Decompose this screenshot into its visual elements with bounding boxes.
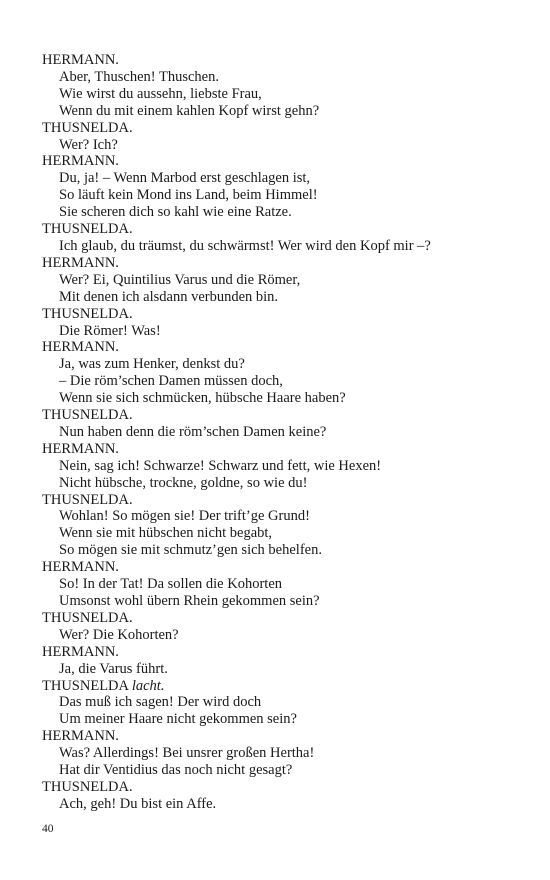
speaker-label: THUSNELDA <box>42 677 129 694</box>
verse-text: Ja, was zum Henker, denkst du? <box>59 356 245 373</box>
verse-line <box>42 694 522 711</box>
verse-text: Wenn sie sich schmücken, hübsche Haare haben? <box>59 390 346 407</box>
verse-line <box>42 762 522 779</box>
verse-text: Um meiner Haare nicht gekommen sein? <box>59 711 297 728</box>
verse-line <box>42 272 522 289</box>
verse-text: Was? Allerdings! Bei unsrer großen Hertha! <box>59 745 315 762</box>
speaker-label: THUSNELDA. <box>42 491 133 508</box>
verse-line <box>42 187 522 204</box>
verse-line <box>42 373 522 390</box>
verse-text: Wenn du mit einem kahlen Kopf wirst gehn? <box>59 102 320 119</box>
speaker-name <box>42 255 522 272</box>
verse-line <box>42 627 522 644</box>
verse-text: Umsonst wohl übern Rhein gekommen sein? <box>59 593 320 609</box>
verse-line <box>42 137 522 154</box>
verse-line <box>42 745 522 762</box>
verse-text: So mögen sie mit schmutz’gen sich behelfen. <box>59 542 322 559</box>
speaker-name <box>42 339 522 356</box>
speaker-label: HERMANN. <box>42 153 119 170</box>
verse-text: Die Römer! Was! <box>59 322 161 339</box>
speaker-name <box>42 407 522 424</box>
speaker-label: THUSNELDA. <box>42 119 133 136</box>
speaker-label: THUSNELDA. <box>42 305 133 322</box>
verse-line <box>42 238 522 255</box>
speaker-name <box>42 306 522 323</box>
verse-line <box>42 661 522 678</box>
speaker-name <box>42 153 522 170</box>
speaker-label: HERMANN. <box>42 559 119 576</box>
verse-text: Wohlan! So mögen sie! Der trift’ge Grund! <box>59 508 310 525</box>
verse-text: Wer? Die Kohorten? <box>59 626 179 643</box>
speaker-label: HERMANN. <box>42 254 119 271</box>
speaker-label: HERMANN. <box>42 52 119 68</box>
verse-text: Hat dir Ventidius das noch nicht gesagt? <box>59 762 293 779</box>
verse-line <box>42 424 522 441</box>
speaker-name <box>42 120 522 137</box>
verse-text: Das muß ich sagen! Der wird doch <box>59 694 262 711</box>
speaker-label: THUSNELDA. <box>42 609 133 626</box>
verse-line <box>42 475 522 492</box>
speaker-label: THUSNELDA. <box>42 221 133 238</box>
speaker-name <box>42 559 522 576</box>
verse-text: Wer? Ich? <box>59 136 118 153</box>
speaker-name <box>42 221 522 238</box>
verse-text: Ja, die Varus führt. <box>59 660 168 677</box>
verse-line <box>42 390 522 407</box>
verse-line <box>42 170 522 187</box>
verse-line <box>42 356 522 373</box>
verse-text: Du, ja! – Wenn Marbod erst geschlagen ist, <box>59 170 311 187</box>
verse-text: Wer? Ei, Quintilius Varus und die Römer, <box>59 271 301 288</box>
verse-line <box>42 103 522 120</box>
verse-text: Nun haben denn die röm’schen Damen keine? <box>59 423 327 440</box>
verse-line <box>42 525 522 542</box>
speaker-label: HERMANN. <box>42 440 119 457</box>
speaker-name <box>42 610 522 627</box>
speaker-name <box>42 678 522 695</box>
verse-line <box>42 542 522 559</box>
verse-text: So! In der Tat! Da sollen die Kohorten <box>59 576 283 593</box>
verse-line <box>42 86 522 103</box>
verse-text: Nicht hübsche, trockne, goldne, so wie du! <box>59 474 308 491</box>
verse-text: – Die röm’schen Damen müssen doch, <box>59 373 283 390</box>
page-number: 40 <box>42 823 54 835</box>
speaker-name <box>42 52 522 69</box>
speaker-name <box>42 441 522 458</box>
verse-line <box>42 458 522 475</box>
verse-text: Ach, geh! Du bist ein Affe. <box>59 795 217 812</box>
verse-text: Ich glaub, du träumst, du schwärmst! Wer wird den Kopf mir –? <box>59 237 431 254</box>
verse-line <box>42 204 522 221</box>
verse-text: Mit denen ich alsdann verbunden bin. <box>59 288 279 305</box>
speaker-name <box>42 728 522 745</box>
verse-text: Wenn sie mit hübschen nicht begabt, <box>59 525 273 542</box>
verse-text: Wie wirst du aussehn, liebste Frau, <box>59 85 262 102</box>
verse-line <box>42 593 522 610</box>
verse-line <box>42 711 522 728</box>
speaker-label: HERMANN. <box>42 643 119 660</box>
speaker-label: THUSNELDA. <box>42 778 133 795</box>
speaker-label: HERMANN. <box>42 339 119 356</box>
verse-text: So läuft kein Mond ins Land, beim Himmel! <box>59 187 318 204</box>
verse-text: Sie scheren dich so kahl wie eine Ratze. <box>59 204 292 221</box>
verse-text: Nein, sag ich! Schwarze! Schwarz und fett, wie Hexen! <box>59 457 382 474</box>
verse-line <box>42 69 522 86</box>
speaker-label: HERMANN. <box>42 728 119 745</box>
verse-line <box>42 576 522 593</box>
verse-line <box>42 323 522 340</box>
speaker-name <box>42 644 522 661</box>
verse-text: Aber, Thuschen! Thuschen. <box>59 68 219 85</box>
verse-line <box>42 289 522 306</box>
speaker-name <box>42 779 522 796</box>
speaker-name <box>42 492 522 509</box>
stage-direction: lacht. <box>131 677 165 694</box>
verse-line <box>42 508 522 525</box>
verse-line <box>42 796 522 813</box>
play-text <box>42 52 522 813</box>
speaker-label: THUSNELDA. <box>42 407 133 424</box>
